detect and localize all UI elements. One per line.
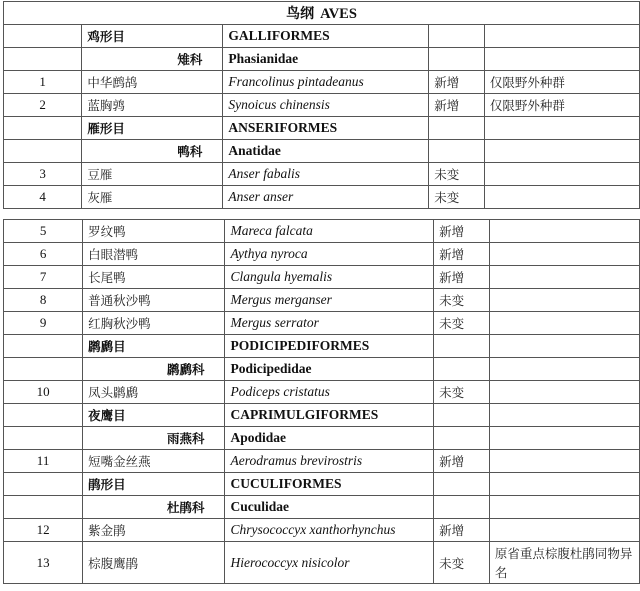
- empty-cell: [489, 358, 639, 381]
- family-row: [4, 358, 640, 381]
- family-name-latin: Phasianidae: [223, 48, 429, 71]
- row-number: 6: [4, 243, 83, 266]
- note: [489, 243, 639, 266]
- note: [484, 163, 639, 186]
- note: 仅限野外种群: [484, 71, 639, 94]
- chinese-name: 普通秋沙鸭: [83, 289, 225, 312]
- empty-cell: [434, 427, 490, 450]
- order-row: [4, 25, 640, 48]
- chinese-name: 凤头䴙䴘: [83, 381, 225, 404]
- note: [489, 266, 639, 289]
- family-name-latin: Cuculidae: [225, 496, 434, 519]
- class-title-cn: 鸟纲: [286, 6, 315, 22]
- empty-cell: [434, 496, 490, 519]
- order-name-cn: 鹃形目: [83, 473, 225, 496]
- chinese-name: 豆雁: [82, 163, 223, 186]
- scientific-name: Anser anser: [223, 186, 429, 209]
- scientific-name: Francolinus pintadeanus: [223, 71, 429, 94]
- species-row: [4, 519, 640, 542]
- scientific-name: Mergus serrator: [225, 312, 434, 335]
- chinese-name: 罗纹鸭: [83, 220, 225, 243]
- status: 未变: [429, 186, 485, 209]
- family-row: [4, 140, 640, 163]
- family-row: [4, 496, 640, 519]
- order-row: [4, 404, 640, 427]
- family-name-latin: Podicipedidae: [225, 358, 434, 381]
- empty-cell: [4, 358, 83, 381]
- scientific-name: Synoicus chinensis: [223, 94, 429, 117]
- empty-cell: [4, 48, 82, 71]
- scientific-name: Aythya nyroca: [225, 243, 434, 266]
- note: [489, 312, 639, 335]
- empty-cell: [4, 25, 82, 48]
- order-name-cn: 雁形目: [82, 117, 223, 140]
- family-name-cn: 雉科: [82, 48, 223, 71]
- note: 仅限野外种群: [484, 94, 639, 117]
- note: [489, 519, 639, 542]
- status: 新增: [434, 450, 490, 473]
- row-number: 13: [4, 542, 83, 584]
- note: [489, 450, 639, 473]
- empty-cell: [4, 496, 83, 519]
- row-number: 8: [4, 289, 83, 312]
- scientific-name: Mareca falcata: [225, 220, 434, 243]
- empty-cell: [429, 140, 485, 163]
- status: 新增: [429, 94, 485, 117]
- row-number: 12: [4, 519, 83, 542]
- empty-cell: [434, 404, 490, 427]
- empty-cell: [484, 117, 639, 140]
- species-row: [4, 186, 640, 209]
- status: 新增: [434, 266, 490, 289]
- status: 新增: [434, 519, 490, 542]
- empty-cell: [484, 25, 639, 48]
- chinese-name: 长尾鸭: [83, 266, 225, 289]
- status: 未变: [434, 289, 490, 312]
- order-row: [4, 335, 640, 358]
- empty-cell: [434, 335, 490, 358]
- order-row: [4, 117, 640, 140]
- species-row: [4, 94, 640, 117]
- scientific-name: Aerodramus brevirostris: [225, 450, 434, 473]
- family-row: [4, 48, 640, 71]
- empty-cell: [4, 140, 82, 163]
- scientific-name: Hierococcyx nisicolor: [225, 542, 434, 584]
- order-name-cn: 鸡形目: [82, 25, 223, 48]
- row-number: 10: [4, 381, 83, 404]
- species-table-body-part1: [4, 2, 640, 209]
- empty-cell: [4, 473, 83, 496]
- status: 未变: [434, 312, 490, 335]
- species-row: [4, 71, 640, 94]
- note: [484, 186, 639, 209]
- scientific-name: Anser fabalis: [223, 163, 429, 186]
- chinese-name: 灰雁: [82, 186, 223, 209]
- empty-cell: [429, 48, 485, 71]
- scientific-name: Podiceps cristatus: [225, 381, 434, 404]
- row-number: 7: [4, 266, 83, 289]
- status: 新增: [434, 220, 490, 243]
- row-number: 4: [4, 186, 82, 209]
- empty-cell: [484, 140, 639, 163]
- row-number: 5: [4, 220, 83, 243]
- status: 新增: [429, 71, 485, 94]
- class-title-latin: AVES: [320, 6, 357, 22]
- chinese-name: 中华鹧鸪: [82, 71, 223, 94]
- empty-cell: [4, 427, 83, 450]
- note: 原省重点棕腹杜鹃同物异名: [489, 542, 639, 584]
- status: 未变: [429, 163, 485, 186]
- chinese-name: 白眼潜鸭: [83, 243, 225, 266]
- empty-cell: [4, 335, 83, 358]
- family-name-cn: 杜鹃科: [83, 496, 225, 519]
- species-row: [4, 542, 640, 584]
- empty-cell: [4, 117, 82, 140]
- empty-cell: [489, 335, 639, 358]
- note: [489, 381, 639, 404]
- scientific-name: Mergus merganser: [225, 289, 434, 312]
- row-number: 9: [4, 312, 83, 335]
- chinese-name: 棕腹鹰鹃: [83, 542, 225, 584]
- family-row: [4, 427, 640, 450]
- empty-cell: [4, 404, 83, 427]
- row-number: 11: [4, 450, 83, 473]
- order-name-latin: CAPRIMULGIFORMES: [225, 404, 434, 427]
- chinese-name: 紫金鹃: [83, 519, 225, 542]
- scientific-name: Chrysococcyx xanthorhynchus: [225, 519, 434, 542]
- status: 新增: [434, 243, 490, 266]
- species-row: [4, 266, 640, 289]
- row-number: 1: [4, 71, 82, 94]
- species-row: [4, 450, 640, 473]
- family-name-cn: 鸭科: [82, 140, 223, 163]
- family-name-latin: Anatidae: [223, 140, 429, 163]
- order-name-latin: CUCULIFORMES: [225, 473, 434, 496]
- empty-cell: [484, 48, 639, 71]
- species-row: [4, 220, 640, 243]
- order-row: [4, 473, 640, 496]
- empty-cell: [434, 473, 490, 496]
- status: 未变: [434, 542, 490, 584]
- species-row: [4, 163, 640, 186]
- empty-cell: [489, 496, 639, 519]
- row-number: 2: [4, 94, 82, 117]
- order-name-latin: ANSERIFORMES: [223, 117, 429, 140]
- species-table-part2: [3, 219, 640, 584]
- status: 未变: [434, 381, 490, 404]
- species-row: [4, 312, 640, 335]
- chinese-name: 蓝胸鹑: [82, 94, 223, 117]
- empty-cell: [429, 117, 485, 140]
- species-row: [4, 289, 640, 312]
- scientific-name: Clangula hyemalis: [225, 266, 434, 289]
- empty-cell: [489, 427, 639, 450]
- order-name-cn: 夜鹰目: [83, 404, 225, 427]
- order-name-cn: 䴙䴘目: [83, 335, 225, 358]
- empty-cell: [489, 473, 639, 496]
- family-name-cn: 雨燕科: [83, 427, 225, 450]
- order-name-latin: GALLIFORMES: [223, 25, 429, 48]
- empty-cell: [434, 358, 490, 381]
- species-row: [4, 381, 640, 404]
- species-table-body-part2: [4, 220, 640, 584]
- chinese-name: 红胸秋沙鸭: [83, 312, 225, 335]
- note: [489, 220, 639, 243]
- species-table-part1: [3, 1, 640, 209]
- class-title-cell: [4, 2, 640, 25]
- empty-cell: [489, 404, 639, 427]
- species-row: [4, 243, 640, 266]
- family-name-latin: Apodidae: [225, 427, 434, 450]
- row-number: 3: [4, 163, 82, 186]
- family-name-cn: 䴙䴘科: [83, 358, 225, 381]
- note: [489, 289, 639, 312]
- chinese-name: 短嘴金丝燕: [83, 450, 225, 473]
- class-header-row: [4, 2, 640, 25]
- page-break-gap: [0, 210, 640, 218]
- empty-cell: [429, 25, 485, 48]
- order-name-latin: PODICIPEDIFORMES: [225, 335, 434, 358]
